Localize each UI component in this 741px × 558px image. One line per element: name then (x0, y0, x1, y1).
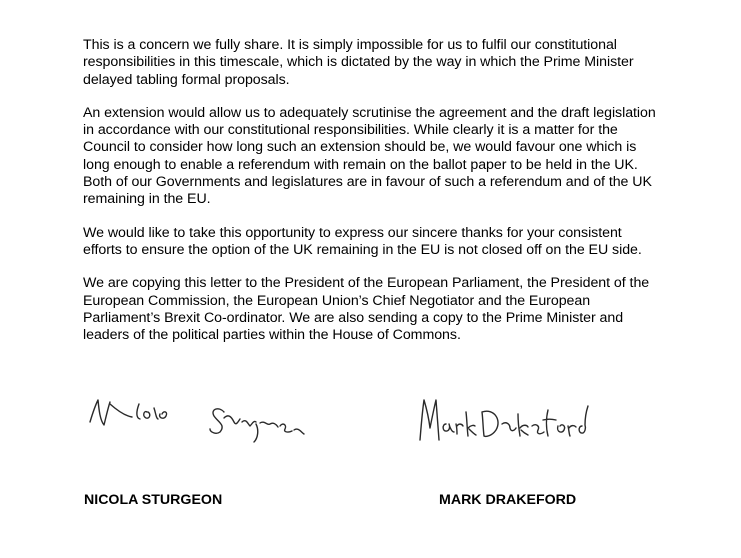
paragraph-thanks: We would like to take this opportunity to express our sincere thanks for your consistent efforts to ensure the option of the UK remaining in the EU is not closed off on the EU side. (83, 224, 642, 258)
paragraph-copies: We are copying this letter to the President of the European Parliament, the President of the European Commission, the European Union’s Chief Negotiator and the European Parliament’s Brexit Co-ordinator. We are also sending a copy to the Prime Minister and leaders of the political parties within the House of Commons. (83, 275, 650, 344)
paragraph-extension: An extension would allow us to adequately scrutinise the agreement and the draft legislation in accordance with our constitutional responsibilities. While clearly it is a matter for the Council to consider how long such an extension should be, we would favour one which is long enough to enable a referendum with remain on the ballot paper to be held in the UK. Both of our Governments and legislatures are in favour of such a referendum and of the UK remaining in the EU. (83, 104, 656, 208)
signatory-name-right: MARK DRAKEFORD (439, 492, 577, 508)
letter-body (83, 37, 703, 360)
signature-mark-drakeford (414, 388, 614, 458)
signature-nicola-sturgeon (84, 392, 334, 462)
paragraph-concern: This is a concern we fully share. It is simply impossible for us to fulfil our constitutional responsibilities in this timescale, which is dictated by the way in which the Prime Minister delayed tabling formal proposals. (83, 37, 634, 88)
signatory-name-left: NICOLA STURGEON (84, 492, 223, 508)
